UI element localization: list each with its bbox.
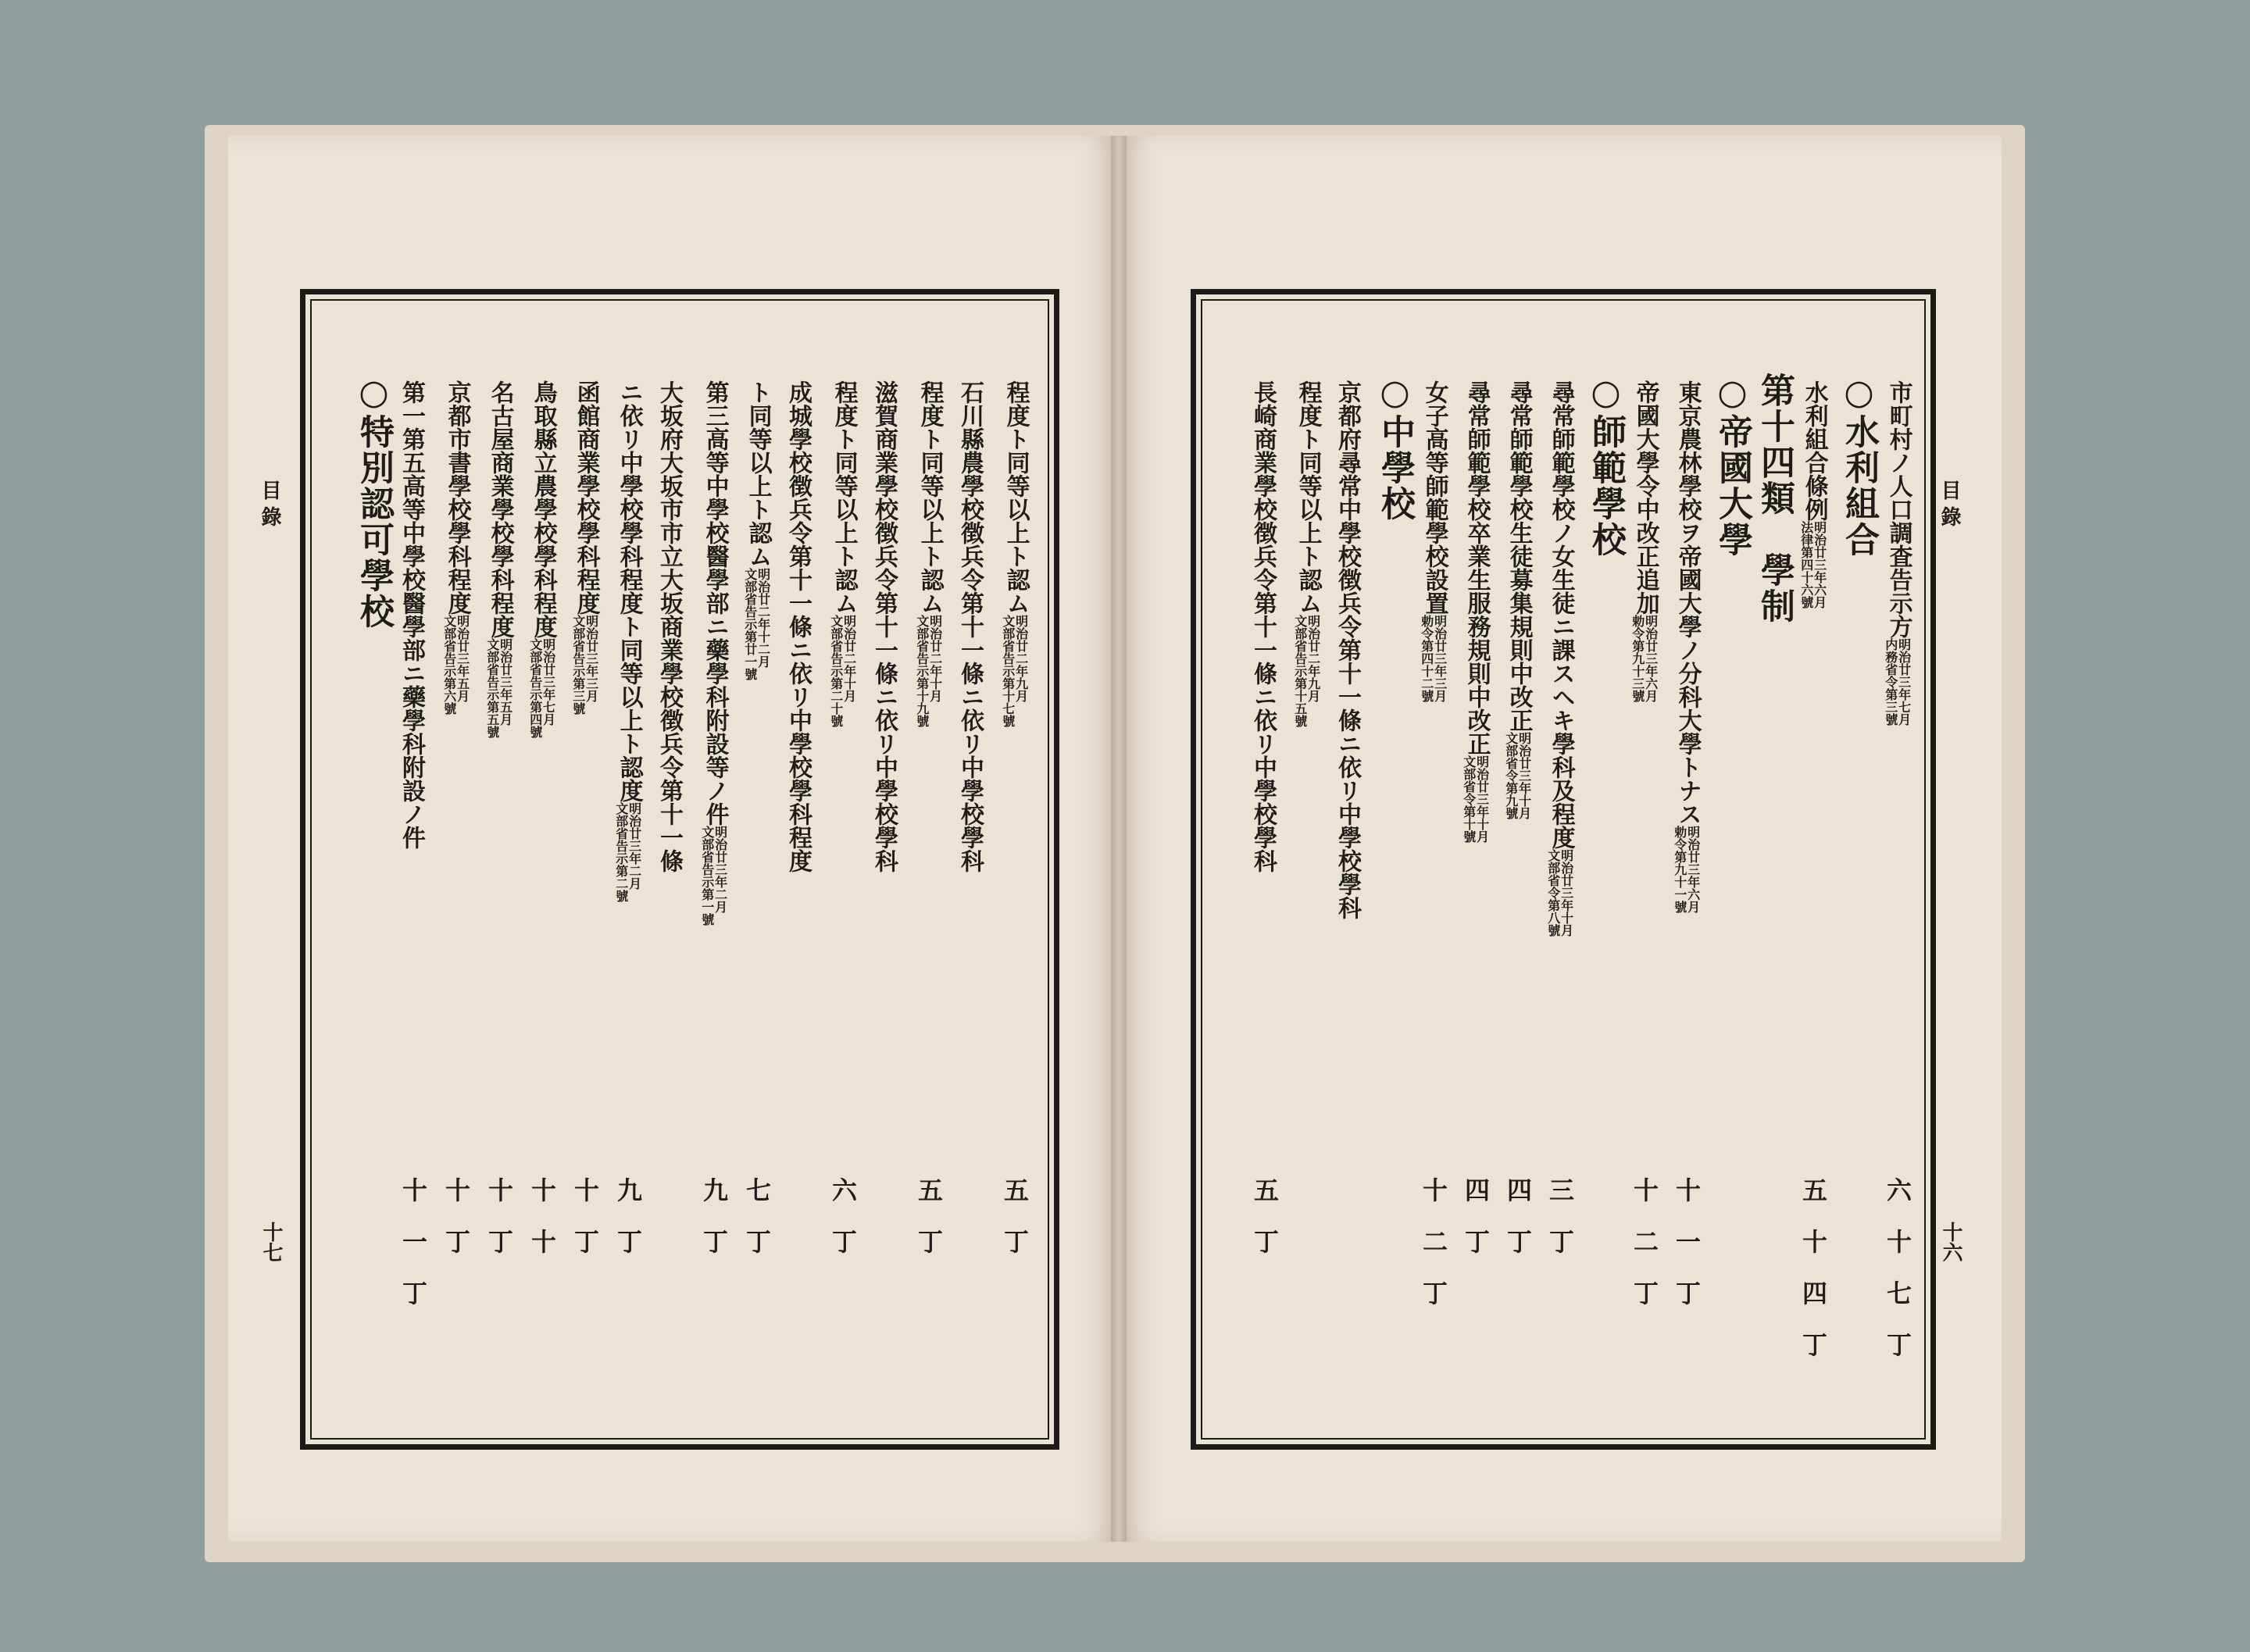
- entry-r12: [1420, 380, 1446, 702]
- entry-note-line: 文部省告示第四號: [527, 638, 543, 738]
- entry-l2: [956, 380, 984, 872]
- right-folio: 十六: [1939, 1222, 1962, 1262]
- entry-date-note: [485, 638, 512, 738]
- entry-r8: [1586, 373, 1626, 558]
- entry-leaf-ref: 十一丁: [1672, 1177, 1702, 1332]
- entry-leaf-ref: 七丁: [742, 1177, 772, 1280]
- entry-r2: [1839, 373, 1879, 558]
- left-page: [228, 136, 1119, 1542]
- entry-note-line: 文部省令第十號: [1461, 755, 1477, 843]
- entry-leaf-ref: 十二丁: [1419, 1177, 1448, 1332]
- entry-leaf-ref: 十一丁: [398, 1177, 428, 1332]
- entry-date-note: [1001, 615, 1027, 727]
- entry-r11: [1461, 380, 1491, 843]
- entry-note-line: 明治廿三年六月: [1685, 826, 1701, 913]
- entry-title: 名古屋商業學校學科程度: [486, 380, 514, 638]
- entry-leaf-ref: 十丁: [441, 1177, 471, 1280]
- entry-l1: [1000, 380, 1030, 727]
- entry-date-note: [1420, 615, 1446, 702]
- entry-date-note: [1546, 849, 1573, 937]
- entry-leaf-ref: 五十四丁: [1798, 1177, 1828, 1383]
- entry-title: 市町村ノ人口調査告示方: [1884, 380, 1912, 638]
- entry-r14: [1335, 380, 1359, 919]
- entry-title: ○師範學校: [1586, 373, 1626, 558]
- entry-title: 尋常師範學校卒業生服務規則中改正: [1462, 380, 1491, 755]
- entry-date-note: [1293, 615, 1320, 727]
- entry-title: 第十四類 學制: [1755, 373, 1795, 624]
- entry-leaf-ref: 六十七丁: [1883, 1177, 1912, 1383]
- entry-date-note: [1504, 732, 1530, 819]
- entry-title: 尋常師範學校生徒募集規則中改正: [1505, 380, 1533, 732]
- entry-r3: [1799, 380, 1826, 608]
- entry-r15: [1293, 380, 1320, 727]
- entry-title: 第三高等中學校醫學部ニ藥學科附設等ノ件: [701, 380, 729, 826]
- entry-note-line: 明治廿三年五月: [455, 615, 470, 702]
- entry-date-note: [1673, 826, 1699, 913]
- left-folio: 十七: [259, 1222, 283, 1262]
- entry-note-line: 明治廿三年七月: [541, 638, 556, 726]
- entry-title: ○水利組合: [1839, 373, 1879, 558]
- entry-l9: [655, 380, 683, 872]
- entry-note-line: 明治廿二年十月: [841, 615, 857, 702]
- gutter: [1111, 136, 1127, 1542]
- entry-title: ○特別認可學校: [354, 373, 394, 630]
- right-page: [1119, 136, 2002, 1542]
- entry-l5: [828, 380, 858, 727]
- entry-title: 程度ト同等以上ト認ム: [830, 380, 858, 615]
- entry-title: 大坂府大坂市市立大坂商業學校徴兵令第十一條: [655, 380, 683, 872]
- left-entries: [305, 294, 1054, 1444]
- entry-note-line: 明治廿二年九月: [1305, 615, 1321, 702]
- entry-l4: [870, 380, 898, 872]
- entry-title: 滋賀商業學校徴兵令第十一條ニ依リ中學校學科: [870, 380, 898, 872]
- entry-leaf-ref: 五丁: [1250, 1177, 1280, 1280]
- entry-title: 尋常師範學校ノ女生徒ニ課スヘキ學科及程度: [1547, 380, 1575, 849]
- entry-note-line: 明治廿三年六月: [1643, 615, 1659, 702]
- entry-l14: [442, 380, 469, 715]
- entry-l7: [743, 380, 770, 680]
- entry-date-note: [829, 615, 855, 727]
- entry-title: 程度ト同等以上ト認ム: [1294, 380, 1322, 615]
- entry-l6: [784, 380, 812, 872]
- entry-l15: [399, 380, 423, 849]
- entry-l3: [914, 380, 944, 727]
- right-entries: [1196, 294, 1930, 1444]
- entry-note-line: 文部省令第九號: [1503, 732, 1519, 819]
- entry-leaf-ref: 五丁: [1000, 1177, 1030, 1280]
- entry-r13: [1375, 373, 1415, 522]
- entry-date-note: [528, 638, 555, 738]
- entry-note-line: 勅令第九十三號: [1630, 615, 1645, 702]
- entry-note-line: 明治廿二年十二月: [755, 568, 771, 668]
- entry-date-note: [614, 802, 641, 902]
- entry-note-line: 明治廿三年十月: [1516, 732, 1532, 819]
- entry-title: 鳥取縣立農學校學科程度: [529, 380, 557, 638]
- entry-title: 程度ト同等以上ト認ム: [916, 380, 944, 615]
- entry-note-line: 文部省告示第十七號: [1000, 615, 1016, 727]
- entry-leaf-ref: 六丁: [828, 1177, 858, 1280]
- entry-r5: [1712, 373, 1752, 558]
- right-running-title: 目錄: [1938, 480, 1961, 533]
- left-running-title: 目錄: [258, 480, 281, 533]
- entry-leaf-ref: 三丁: [1545, 1177, 1575, 1280]
- entry-leaf-ref: 四丁: [1461, 1177, 1491, 1280]
- entry-date-note: [915, 615, 941, 727]
- entry-date-note: [571, 615, 598, 715]
- entry-note-line: 文部省告示第五號: [484, 638, 500, 738]
- entry-title: 京都市書學校學科程度: [443, 380, 471, 615]
- entry-l12: [528, 380, 555, 738]
- entry-note-line: 勅令第四十二號: [1419, 615, 1434, 702]
- entry-title: 程度ト同等以上ト認ム: [1002, 380, 1030, 615]
- entry-r16: [1249, 380, 1277, 872]
- entry-title: ○中學校: [1375, 373, 1415, 522]
- entry-leaf-ref: 十二丁: [1630, 1177, 1659, 1332]
- entry-note-line: 文部省告示第十五號: [1292, 615, 1308, 727]
- entry-l8: [700, 380, 727, 926]
- entry-note-line: 内務省令第三號: [1883, 638, 1898, 726]
- entry-title: 石川縣農學校徴兵令第十一條ニ依リ中學校學科: [956, 380, 984, 872]
- entry-leaf-ref: 四丁: [1503, 1177, 1533, 1280]
- entry-note-line: 法律第四十六號: [1798, 521, 1814, 608]
- entry-note-line: 明治廿二年十月: [927, 615, 943, 702]
- entry-note-line: 文部省告示第三號: [570, 615, 586, 715]
- entry-title: 東京農林學校ヲ帝國大學ノ分科大學トナス: [1673, 380, 1702, 826]
- entry-title: ○帝國大學: [1712, 373, 1752, 558]
- entry-note-line: 明治廿二年九月: [1013, 615, 1029, 702]
- entry-note-line: 明治廿三年七月: [1896, 638, 1912, 726]
- entry-note-line: 明治廿三年十月: [1474, 755, 1490, 843]
- entry-date-note: [1884, 638, 1910, 726]
- entry-l13: [485, 380, 512, 738]
- entry-title: 帝國大學令中改正追加: [1631, 380, 1659, 615]
- entry-note-line: 明治廿三年三月: [1432, 615, 1448, 702]
- entry-date-note: [743, 568, 770, 680]
- entry-note-line: 明治廿三年五月: [498, 638, 513, 726]
- entry-note-line: 文部省告示第六號: [441, 615, 457, 715]
- entry-title: 函館商業學校學科程度: [572, 380, 600, 615]
- entry-note-line: 明治廿三年二月: [627, 802, 642, 890]
- entry-leaf-ref: 五丁: [914, 1177, 944, 1280]
- left-frame: [300, 289, 1059, 1450]
- entry-title: 成城學校徴兵令第十一條ニ依リ中學校學科程度: [784, 380, 812, 872]
- entry-date-note: [1799, 521, 1826, 608]
- entry-note-line: 文部省告示第十九號: [914, 615, 930, 727]
- entry-note-line: 明治廿三年二月: [712, 826, 728, 913]
- entry-title: 長崎商業學校徴兵令第十一條ニ依リ中學校學科: [1249, 380, 1277, 872]
- entry-note-line: 明治廿三年三月: [584, 615, 599, 702]
- entry-note-line: 明治廿三年十月: [1559, 849, 1574, 937]
- entry-r4: [1755, 373, 1795, 624]
- entry-leaf-ref: 九丁: [613, 1177, 643, 1280]
- entry-leaf-ref: 十十: [527, 1177, 557, 1280]
- entry-title: ト同等以上ト認ム: [744, 380, 772, 568]
- entry-leaf-ref: 十丁: [484, 1177, 514, 1280]
- entry-date-note: [1630, 615, 1657, 702]
- entry-note-line: 文部省告示第二號: [613, 802, 629, 902]
- entry-leaf-ref: 九丁: [699, 1177, 729, 1280]
- entry-date-note: [700, 826, 727, 926]
- entry-note-line: 文部省告示第二十號: [828, 615, 844, 727]
- entry-title: 女子高等師範學校設置: [1420, 380, 1448, 615]
- entry-r6: [1672, 380, 1702, 913]
- entry-date-note: [442, 615, 469, 715]
- entry-r7: [1630, 380, 1657, 702]
- entry-title: ニ依リ中學校學科程度ト同等以上ト認度: [615, 380, 643, 802]
- book: [205, 117, 2033, 1570]
- entry-note-line: 文部省令第八號: [1545, 849, 1561, 937]
- entry-r10: [1503, 380, 1533, 819]
- entry-r1: [1884, 380, 1910, 726]
- entry-r9: [1546, 380, 1573, 937]
- entry-l11: [571, 380, 598, 715]
- entry-l10: [614, 380, 641, 902]
- entry-title: 第一第五高等中學校醫學部ニ藥學科附設ノ件: [398, 380, 425, 849]
- right-frame: [1191, 289, 1936, 1450]
- entry-note-line: 明治廿三年六月: [1812, 521, 1827, 608]
- entry-note-line: 文部省告示第廿一號: [742, 568, 758, 680]
- entry-leaf-ref: 十丁: [570, 1177, 600, 1280]
- entry-note-line: 文部省告示第一號: [699, 826, 715, 926]
- entry-title: 水利組合條例: [1800, 380, 1828, 521]
- entry-l16: [354, 373, 394, 630]
- entry-date-note: [1462, 755, 1488, 843]
- entry-title: 京都府尋常中學校徴兵令第十一條ニ依リ中學校學科: [1334, 380, 1361, 919]
- entry-note-line: 勅令第九十一號: [1672, 826, 1688, 913]
